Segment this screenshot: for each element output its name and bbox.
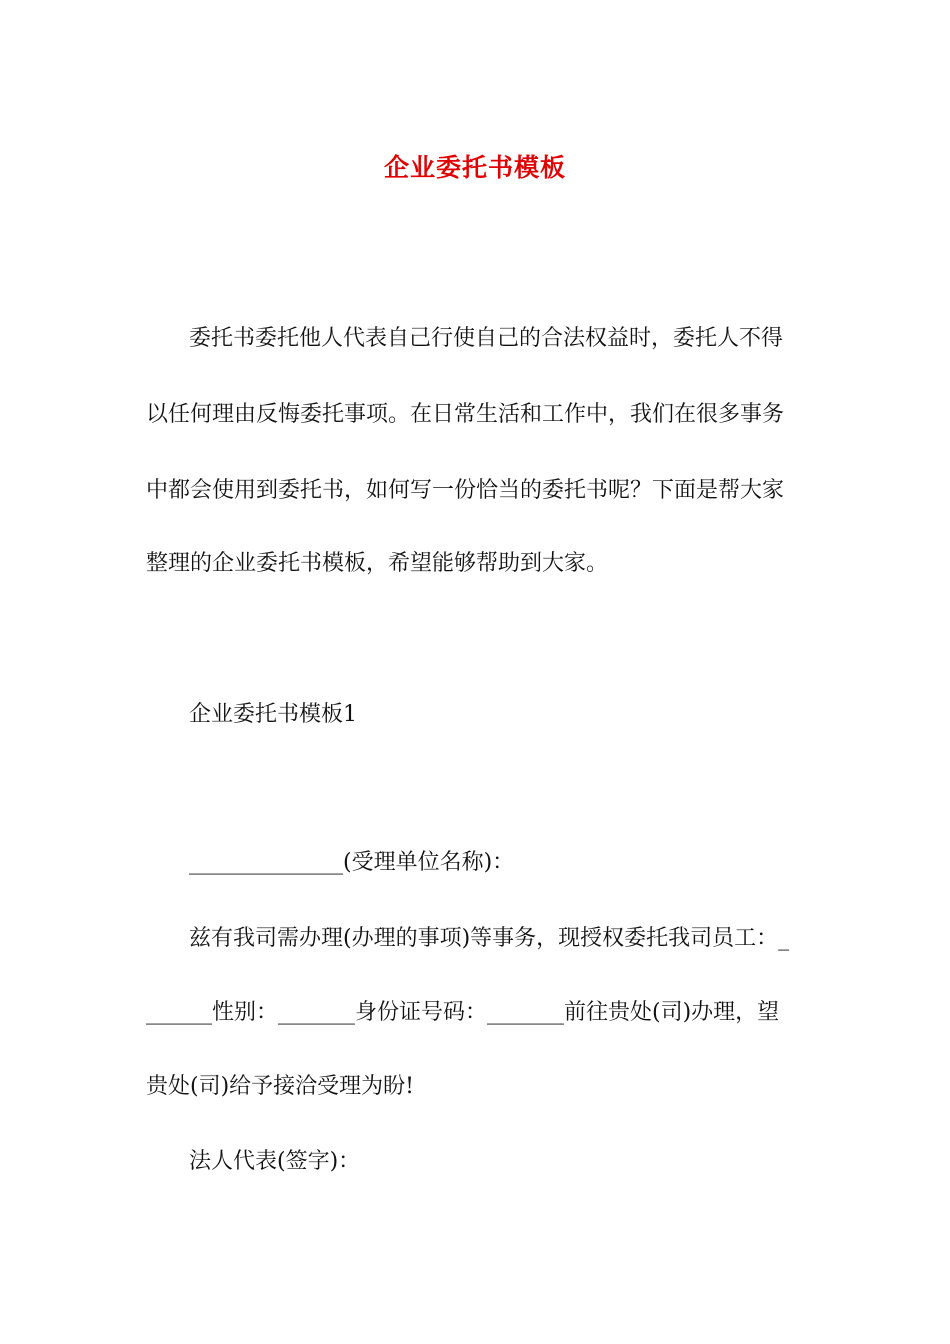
intro-line-4: 整理的企业委托书模板，希望能够帮助到大家。 — [146, 551, 609, 576]
body-line-3: 贵处(司)给予接洽受理为盼! — [146, 1074, 415, 1099]
intro-line-1: 委托书委托他人代表自己行使自己的合法权益时，委托人不得 — [189, 326, 784, 351]
intro-line-3: 中都会使用到委托书，如何写一份恰当的委托书呢？下面是帮大家 — [146, 478, 785, 503]
body-line-1: 兹有我司需办理(办理的事项)等事务，现授权委托我司员工：_ — [189, 926, 790, 951]
section-heading: 企业委托书模板1 — [189, 702, 357, 727]
intro-line-2: 以任何理由反悔委托事项。在日常生活和工作中，我们在很多事务 — [146, 402, 785, 427]
document-title: 企业委托书模板 — [383, 152, 566, 182]
addressee-line: ______________(受理单位名称)： — [189, 850, 515, 875]
signature-line: 法人代表(签字)： — [189, 1149, 361, 1174]
body-line-2: ______性别：_______身份证号码：_______前往贵处(司)办理，望 — [146, 1000, 780, 1025]
